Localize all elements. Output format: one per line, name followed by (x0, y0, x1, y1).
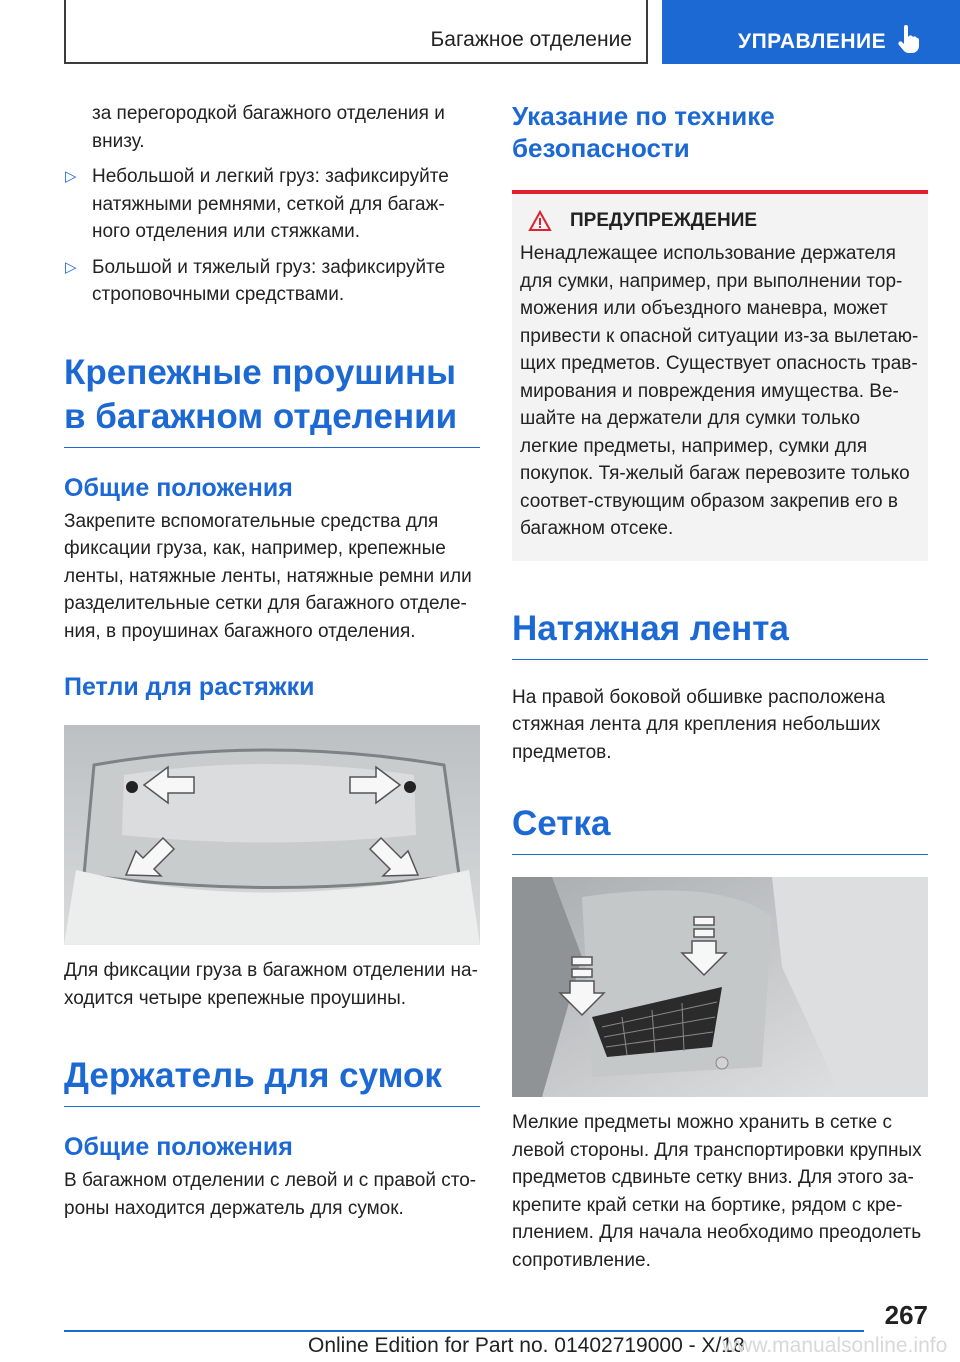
list-item: ▷ Небольшой и легкий груз: зафиксируйте натяжными ремнями, сеткой для багаж-ного отделения или стяжками. (64, 163, 480, 246)
triangle-bullet-icon: ▷ (65, 168, 77, 185)
subheading-general-2: Общие положения (64, 1133, 293, 1161)
header-chapter-title: УПРАВЛЕНИЕ (738, 30, 887, 53)
heading-bag-holder: Держатель для сумок (64, 1054, 480, 1107)
left-column (64, 100, 480, 1222)
cargo-bullet-list (64, 163, 480, 309)
warning-header (528, 210, 920, 232)
triangle-bullet-icon: ▷ (65, 258, 77, 276)
footer-divider (64, 1330, 864, 1332)
trunk-eyelets-photo (64, 725, 480, 945)
header-chapter-tab (662, 0, 960, 64)
strap-text: На правой боковой обшивке расположена стяжная лента для крепления небольших предметов. (512, 686, 886, 763)
heading-safety: Указание по технике безопасности (512, 101, 775, 163)
footer-edition: Online Edition for Part no. 01402719000 - X/18 (308, 1334, 745, 1357)
warning-text: Ненадлежащее использование держателя для сумки, например, при выполнении тор-можения или объездного маневра, может привести к опасной ситуации из-за вылетаю-щих предметов. Существует опасность трав-мирования и повреждения имущества. Ве-шайте на держатели для сумки только легкие предметы, например, сумки для покупок. Тя-желый багаж перевозите только соответ-ствующим образом закрепив его в багажном отсеке. (520, 243, 919, 539)
net-text: Мелкие предметы можно хранить в сетке с левой стороны. Для транспортировки крупных предметов сдвиньте сетку вниз. Для этого за-крепите край сетки на бортике, рядом с кре-плением. Для начала необходимо преодолеть сопротивление. (512, 1112, 922, 1271)
intro-text: за перегородкой багажного отделения и внизу. (92, 103, 445, 152)
general-text: Закрепите вспомогательные средства для фиксации груза, как, например, крепежные ленты, натяжные ленты, натяжные ремни или разделительные сетки для багажного отделе-ния, в проушинах багажного отделения. (64, 510, 472, 642)
header-section-title: Багажное отделение (430, 28, 632, 51)
warning-box (512, 190, 928, 561)
footer-watermark: www.manualsonline.info (722, 1334, 948, 1357)
hand-pointer-icon (898, 25, 920, 58)
right-column (512, 100, 928, 1274)
trunk-net-photo (512, 877, 928, 1097)
warning-title: ПРЕДУПРЕЖДЕНИЕ (570, 210, 758, 231)
subheading-loops: Петли для растяжки (64, 673, 315, 701)
photo1-caption: Для фиксации груза в багажном отделении на-ходится четыре крепежные проушины. (64, 960, 478, 1009)
heading-strap: Натяжная лента (512, 607, 928, 660)
bag-holder-text: В багажном отделении с левой и с правой сто-роны находится держатель для сумок. (64, 1170, 477, 1219)
header-section-box (64, 0, 648, 64)
heading-net: Сетка (512, 802, 928, 855)
subheading-general: Общие положения (64, 473, 293, 502)
list-item: ▷ Большой и тяжелый груз: зафиксируйте строповочными средствами. (64, 254, 480, 309)
page-number: 267 (884, 1300, 928, 1330)
warning-triangle-icon (528, 210, 552, 232)
heading-eyelets: Крепежные проушины в багажном отделении (64, 351, 480, 448)
